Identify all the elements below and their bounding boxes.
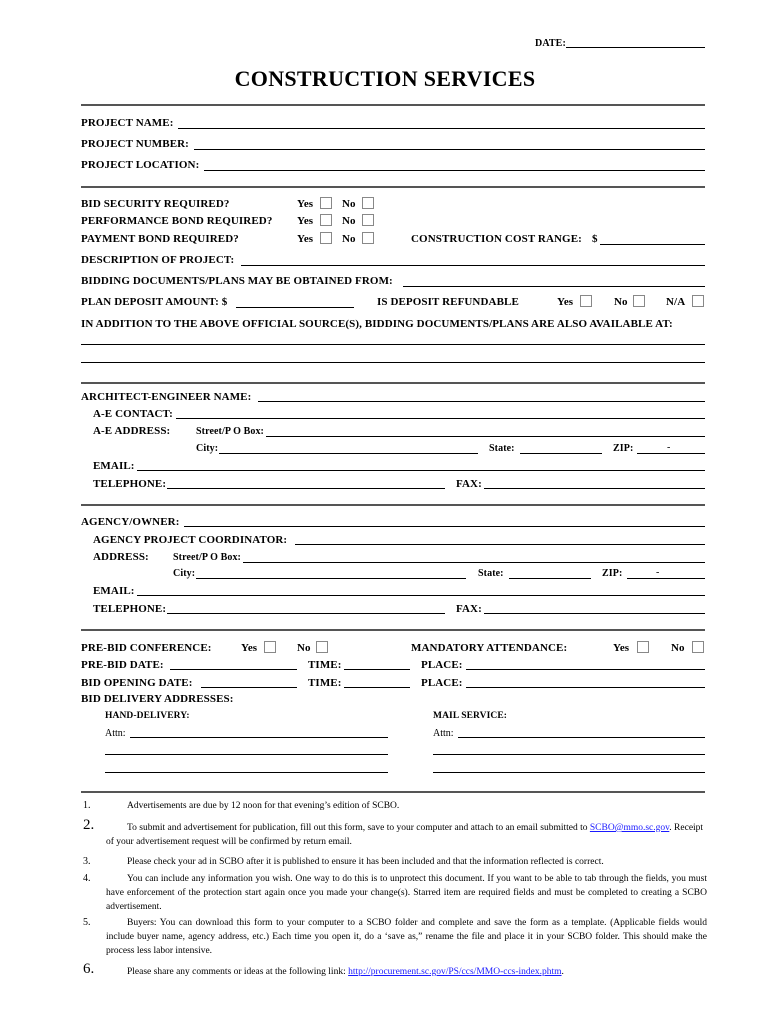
prebid-date-label: PRE-BID DATE:: [81, 659, 164, 671]
cost-range-label: CONSTRUCTION COST RANGE:: [411, 233, 582, 245]
payment-bond-yes-checkbox[interactable]: [320, 232, 332, 244]
agency-owner-field[interactable]: [184, 526, 705, 527]
bid-opening-date-field[interactable]: [201, 687, 297, 688]
note-number: 6.: [83, 961, 95, 977]
deposit-yes-checkbox[interactable]: [580, 295, 592, 307]
ae-telephone-label: TELEPHONE:: [93, 478, 167, 490]
agency-address-label: ADDRESS:: [93, 551, 149, 563]
prebid-time-field[interactable]: [344, 669, 410, 670]
mandatory-no-checkbox[interactable]: [692, 641, 704, 653]
na-label: N/A: [666, 296, 686, 308]
agency-coordinator-field[interactable]: [295, 544, 705, 545]
ae-state-label: State:: [489, 443, 515, 454]
no-label: No: [614, 296, 628, 308]
ae-street-label: Street/P O Box:: [196, 426, 264, 437]
project-name-field[interactable]: [178, 128, 705, 129]
no-label: No: [342, 215, 356, 227]
ae-telephone-field[interactable]: [167, 488, 445, 489]
mandatory-yes-checkbox[interactable]: [637, 641, 649, 653]
divider: [81, 382, 705, 384]
agency-owner-label: AGENCY/OWNER:: [81, 516, 180, 528]
note-number: 2.: [83, 817, 95, 833]
divider: [81, 629, 705, 631]
ae-contact-field[interactable]: [176, 418, 705, 419]
performance-bond-label: PERFORMANCE BOND REQUIRED?: [81, 215, 273, 227]
payment-bond-no-checkbox[interactable]: [362, 232, 374, 244]
deposit-na-checkbox[interactable]: [692, 295, 704, 307]
agency-zip-label: ZIP:: [602, 568, 623, 579]
yes-label: Yes: [613, 642, 630, 654]
bid-delivery-label: BID DELIVERY ADDRESSES:: [81, 693, 234, 705]
agency-telephone-field[interactable]: [167, 613, 445, 614]
plan-deposit-label: PLAN DEPOSIT AMOUNT: $: [81, 296, 228, 308]
agency-coordinator-label: AGENCY PROJECT COORDINATOR:: [93, 534, 288, 546]
note-number: 5.: [83, 917, 91, 928]
note-number: 1.: [83, 800, 91, 811]
note-text: You can include any information you wish. One way to do this is to unprotect this document. If you want to be able to tab through the fields, you must have enforcement of the protection start again once you made your change(s). Starred item are required fields and must be completed to creating a SCBO advertisement.: [106, 874, 707, 912]
no-label: No: [297, 642, 311, 654]
note-text: Please share any comments or ideas at the following link: http://procurement.sc.gov/PS/ccs/MMO-ccs-index.phtm.: [127, 967, 564, 977]
prebid-time-label: TIME:: [308, 659, 342, 671]
hand-attn-label: Attn:: [105, 728, 126, 739]
agency-email-label: EMAIL:: [93, 585, 135, 597]
architect-name-label: ARCHITECT-ENGINEER NAME:: [81, 391, 252, 403]
agency-zip-dash: -: [656, 567, 660, 578]
note-text: To submit and advertisement for publication, fill out this form, save to your computer and attach to an email submitted to SCBO@mmo.sc.gov. Receipt of your advertisement request will be confirmed by return email.: [106, 823, 704, 847]
agency-state-field[interactable]: [509, 578, 591, 579]
ae-street-field[interactable]: [266, 436, 705, 437]
architect-name-field[interactable]: [258, 401, 705, 402]
deposit-refundable-label: IS DEPOSIT REFUNDABLE: [377, 296, 519, 308]
no-label: No: [342, 233, 356, 245]
project-location-label: PROJECT LOCATION:: [81, 159, 200, 171]
additional-sources-field-2[interactable]: [81, 362, 705, 363]
date-label: DATE:: [535, 38, 566, 49]
ae-zip-label: ZIP:: [613, 443, 634, 454]
bidding-docs-label: BIDDING DOCUMENTS/PLANS MAY BE OBTAINED FROM:: [81, 275, 393, 287]
hand-delivery-label: HAND-DELIVERY:: [105, 711, 190, 721]
ae-zip-dash: -: [667, 442, 671, 453]
prebid-place-label: PLACE:: [421, 659, 463, 671]
prebid-place-field[interactable]: [466, 669, 705, 670]
no-label: No: [671, 642, 685, 654]
prebid-conference-no-checkbox[interactable]: [316, 641, 328, 653]
mail-address-field-2[interactable]: [433, 772, 705, 773]
ae-address-label: A-E ADDRESS:: [93, 425, 171, 437]
ae-fax-label: FAX:: [456, 478, 482, 490]
project-name-label: PROJECT NAME:: [81, 117, 174, 129]
prebid-conference-yes-checkbox[interactable]: [264, 641, 276, 653]
performance-bond-no-checkbox[interactable]: [362, 214, 374, 226]
mail-address-field-1[interactable]: [433, 754, 705, 755]
agency-zip-field[interactable]: [627, 578, 705, 579]
mandatory-attendance-label: MANDATORY ATTENDANCE:: [411, 642, 568, 654]
cost-range-field[interactable]: [600, 244, 705, 245]
hand-attn-field[interactable]: [130, 737, 388, 738]
ae-email-field[interactable]: [137, 470, 705, 471]
bid-security-yes-checkbox[interactable]: [320, 197, 332, 209]
agency-telephone-label: TELEPHONE:: [93, 603, 167, 615]
email-link[interactable]: SCBO@mmo.sc.gov: [589, 823, 670, 833]
agency-street-field[interactable]: [243, 562, 705, 563]
ae-email-label: EMAIL:: [93, 460, 135, 472]
mail-attn-field[interactable]: [458, 737, 705, 738]
bid-opening-time-field[interactable]: [344, 687, 410, 688]
note-text: Please check your ad in SCBO after it is published to ensure it has been included and that the information reflected is correct.: [127, 857, 604, 867]
agency-street-label: Street/P O Box:: [173, 552, 241, 563]
additional-sources-label: IN ADDITION TO THE ABOVE OFFICIAL SOURCE(S), BIDDING DOCUMENTS/PLANS ARE ALSO AVAILABLE AT:: [81, 318, 673, 330]
divider: [81, 791, 705, 793]
mail-attn-label: Attn:: [433, 728, 454, 739]
yes-label: Yes: [297, 215, 314, 227]
description-field[interactable]: [241, 265, 705, 266]
mail-service-label: MAIL SERVICE:: [433, 711, 508, 721]
project-number-label: PROJECT NUMBER:: [81, 138, 189, 150]
project-location-field[interactable]: [204, 170, 705, 171]
ae-city-field[interactable]: [219, 453, 478, 454]
agency-state-label: State:: [478, 568, 504, 579]
ae-contact-label: A-E CONTACT:: [93, 408, 173, 420]
agency-fax-field[interactable]: [484, 613, 705, 614]
yes-label: Yes: [297, 198, 314, 210]
bid-opening-time-label: TIME:: [308, 677, 342, 689]
procurement-link[interactable]: http://procurement.sc.gov/PS/ccs/MMO-ccs-index.phtm: [348, 967, 562, 977]
hand-address-field-1[interactable]: [105, 754, 388, 755]
bid-opening-place-label: PLACE:: [421, 677, 463, 689]
project-number-field[interactable]: [194, 149, 705, 150]
divider: [81, 104, 705, 106]
date-field[interactable]: [566, 47, 705, 48]
agency-email-field[interactable]: [137, 595, 705, 596]
dollar-sign: $: [592, 233, 598, 245]
ae-state-field[interactable]: [520, 453, 602, 454]
bid-security-no-checkbox[interactable]: [362, 197, 374, 209]
bid-opening-date-label: BID OPENING DATE:: [81, 677, 193, 689]
page-title: CONSTRUCTION SERVICES: [234, 66, 536, 91]
bid-security-label: BID SECURITY REQUIRED?: [81, 198, 230, 210]
prebid-date-field[interactable]: [170, 669, 297, 670]
yes-label: Yes: [297, 233, 314, 245]
performance-bond-yes-checkbox[interactable]: [320, 214, 332, 226]
additional-sources-field-1[interactable]: [81, 344, 705, 345]
ae-city-label: City:: [196, 443, 219, 454]
description-label: DESCRIPTION OF PROJECT:: [81, 254, 235, 266]
agency-city-label: City:: [173, 568, 196, 579]
agency-fax-label: FAX:: [456, 603, 482, 615]
no-label: No: [342, 198, 356, 210]
divider: [81, 504, 705, 506]
bidding-docs-field[interactable]: [403, 286, 705, 287]
yes-label: Yes: [241, 642, 258, 654]
note-text: Buyers: You can download this form to your computer to a SCBO folder and complete and save the form as a template. (Applicable fields would include buyer name, agency address, etc.) Each time you open it, do a ‘save as,” rename the file and place it in your SCBO folder. This should make the process less labor intensive.: [106, 918, 707, 956]
hand-address-field-2[interactable]: [105, 772, 388, 773]
bid-opening-place-field[interactable]: [466, 687, 705, 688]
deposit-no-checkbox[interactable]: [633, 295, 645, 307]
prebid-conference-label: PRE-BID CONFERENCE:: [81, 642, 212, 654]
ae-fax-field[interactable]: [484, 488, 705, 489]
note-number: 3.: [83, 856, 91, 867]
ae-zip-field[interactable]: [637, 453, 705, 454]
note-text: Advertisements are due by 12 noon for that evening’s edition of SCBO.: [127, 801, 400, 811]
agency-city-field[interactable]: [196, 578, 466, 579]
note-number: 4.: [83, 873, 91, 884]
yes-label: Yes: [557, 296, 574, 308]
payment-bond-label: PAYMENT BOND REQUIRED?: [81, 233, 239, 245]
divider: [81, 186, 705, 188]
plan-deposit-field[interactable]: [236, 307, 354, 308]
